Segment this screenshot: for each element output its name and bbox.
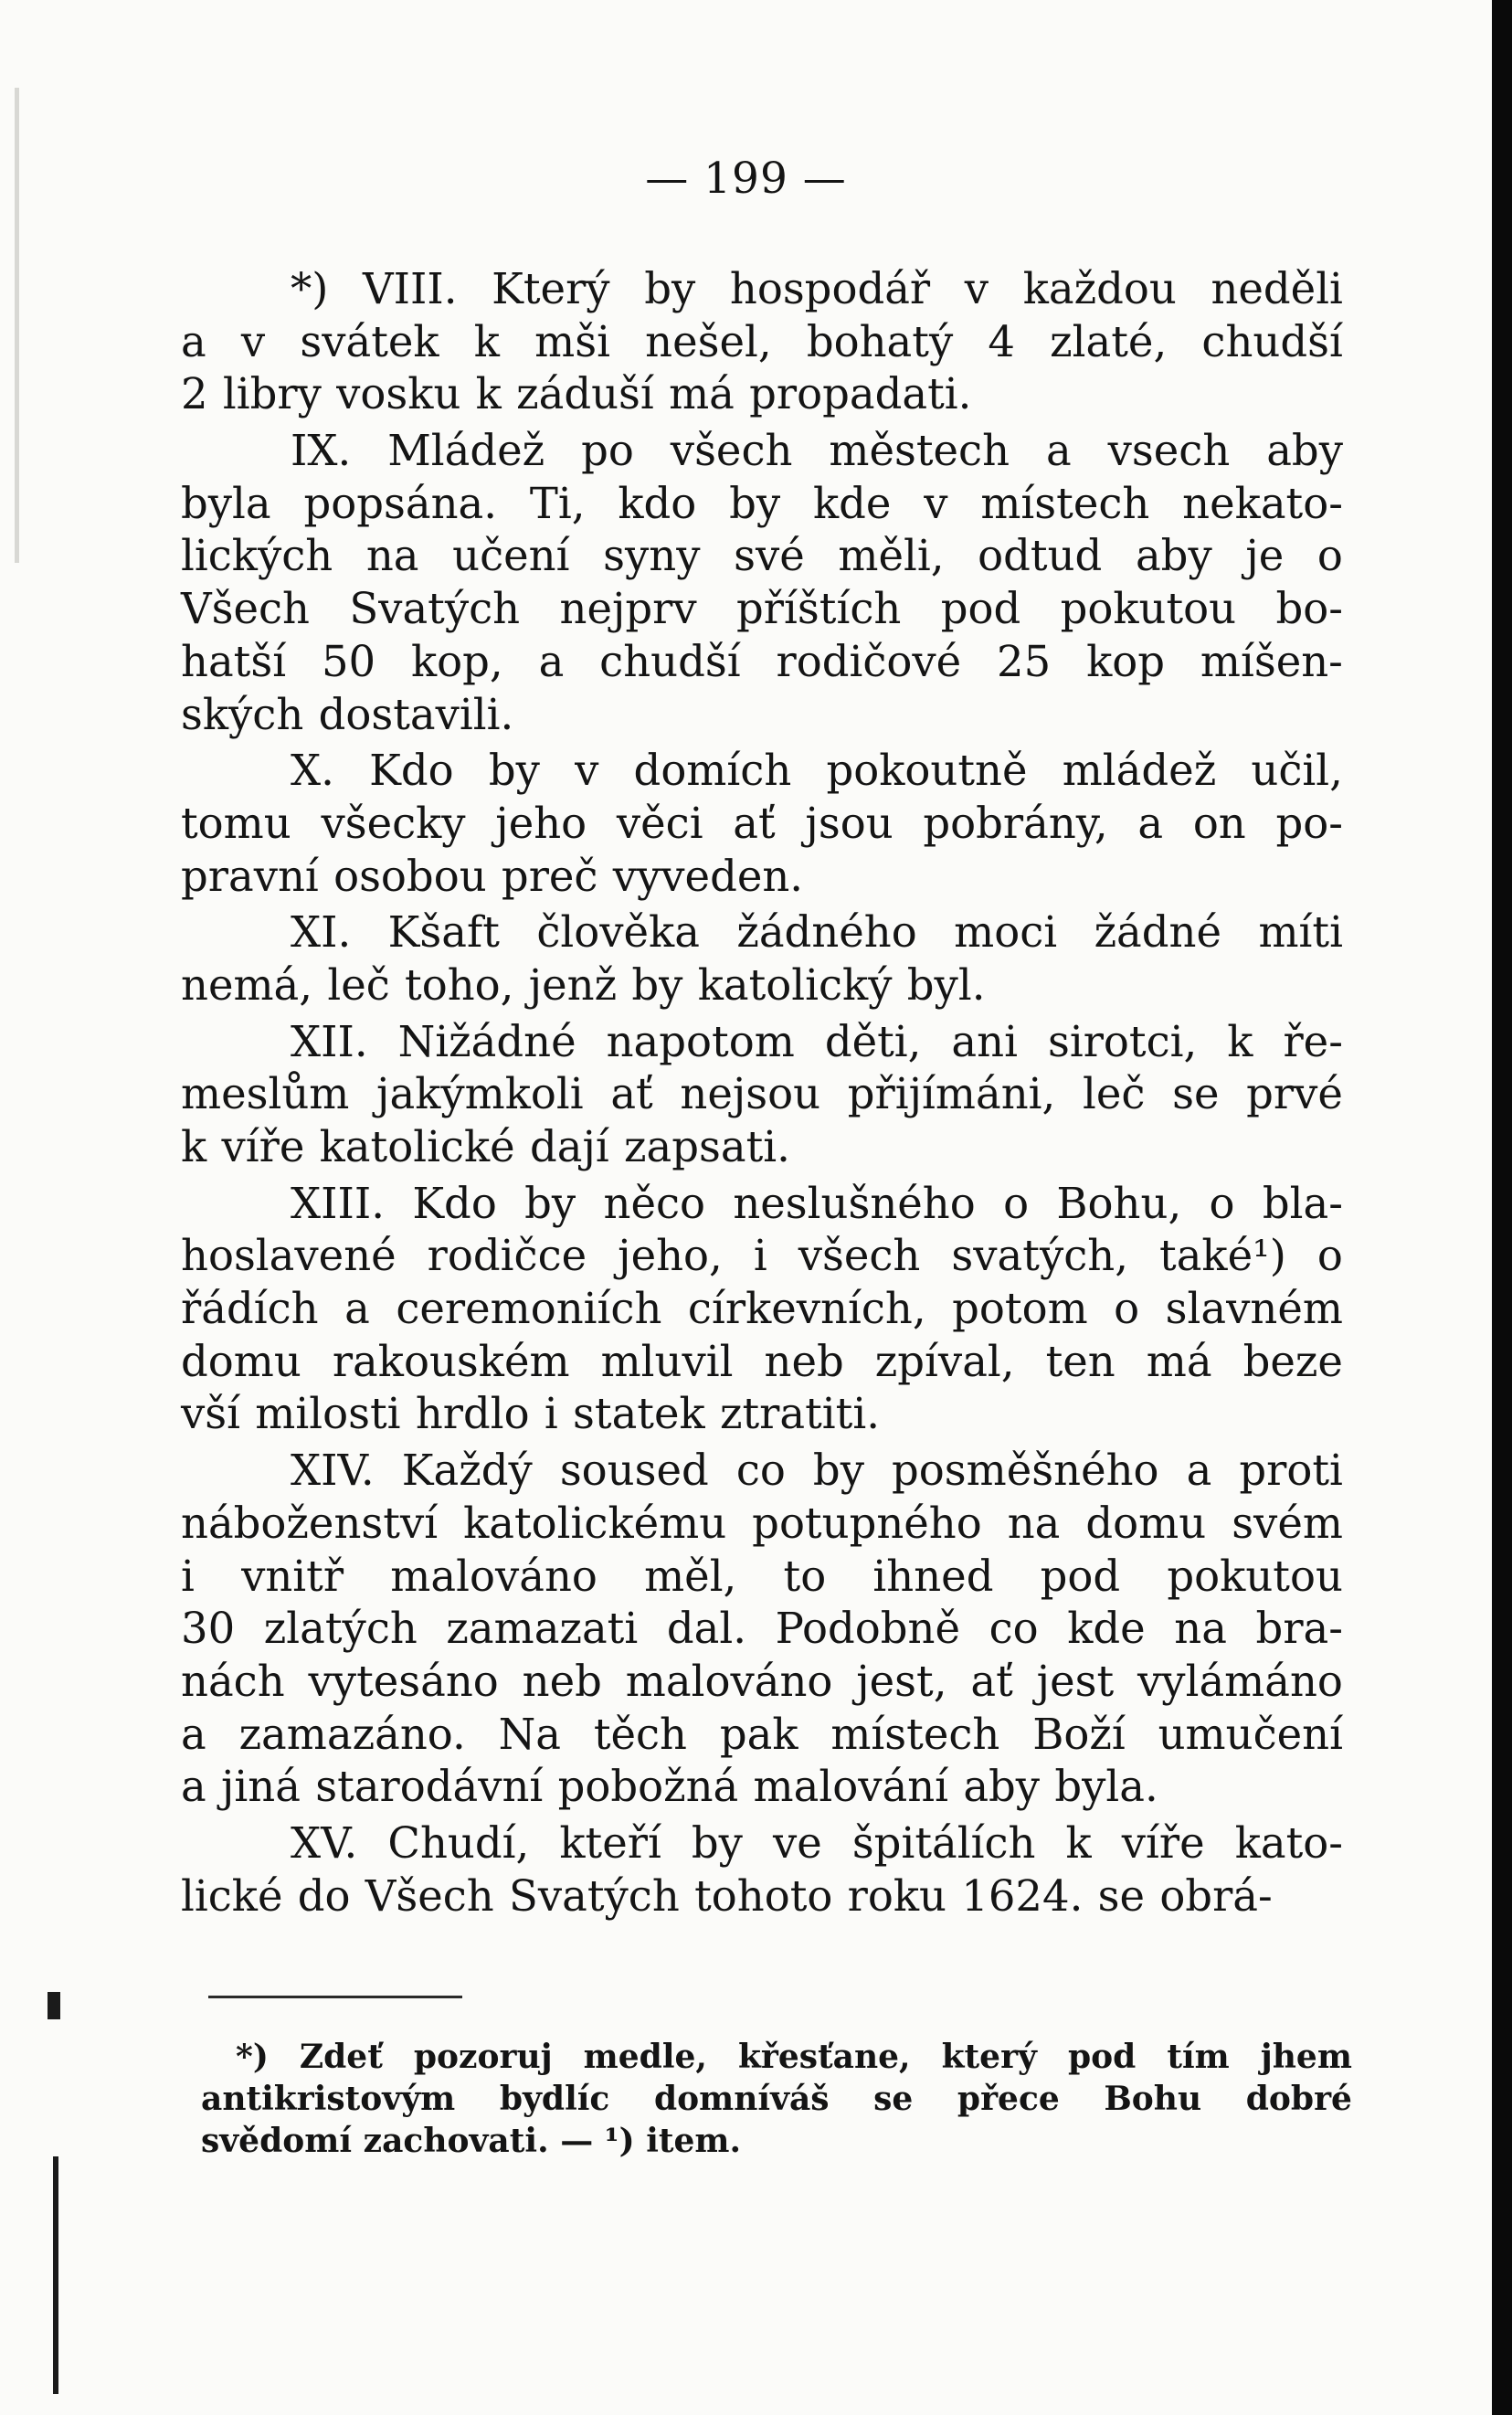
footnotes — [201, 2036, 1352, 2162]
scan-edge-mark — [48, 1992, 60, 2019]
text-line: Všech Svatých nejprv příštích pod pokutou bo- — [181, 584, 1343, 634]
text-line: nách vytesáno neb malováno jest, ať jest vylámáno — [181, 1656, 1343, 1706]
text-line: XI. Kšaft člověka žádného moci žádné míti — [291, 907, 1343, 958]
footnote-rule — [208, 1996, 462, 1998]
text-line: a v svátek k mši nešel, bohatý 4 zlaté, chudší — [181, 316, 1343, 366]
text-line: náboženství katolickému potupného na domu svém — [181, 1498, 1343, 1548]
text-line: XIV. Každý soused co by posměšného a proti — [291, 1446, 1343, 1496]
text-line: XV. Chudí, kteří by ve špitálích k víře kato- — [291, 1817, 1343, 1868]
text-line: meslům jakýmkoli ať nejsou přijímáni, leč se prvé — [181, 1069, 1343, 1119]
text-line: nemá, leč toho, jenž by katolický byl. — [181, 959, 986, 1010]
text-line: *) VIII. Který by hospodář v každou neděli — [291, 264, 1343, 313]
text-line: tomu všecky jeho věci ať jsou pobrány, a on po- — [181, 798, 1343, 848]
text-line: řádích a ceremoniích církevních, potom o slavném — [181, 1284, 1343, 1334]
text-line: 30 zlatých zamazati dal. Podobně co kde na bra- — [181, 1604, 1343, 1654]
body-text — [181, 263, 1343, 1922]
scan-edge-mark — [53, 2156, 58, 2394]
text-line: k víře katolické dají zapsati. — [181, 1122, 790, 1171]
text-line: lických na učení syny své měli, odtud aby je o — [181, 531, 1343, 581]
footnote-line: *) Zdeť pozoruj medle, křesťane, který pod tím jhem — [236, 2038, 1352, 2076]
text-line: XII. Nižádné napotom děti, ani sirotci, k ře- — [291, 1016, 1343, 1066]
text-line: X. Kdo by v domích pokoutně mládež učil, — [291, 746, 1343, 796]
text-line: ských dostavili. — [181, 689, 514, 739]
text-line: IX. Mládež po všech městech a vsech aby — [291, 426, 1343, 476]
text-line: 2 libry vosku k záduší má propadati. — [181, 369, 972, 419]
text-line: hoslavené rodičce jeho, i všech svatých, také¹) o — [181, 1231, 1343, 1281]
text-line: pravní osobou preč vyveden. — [181, 851, 804, 901]
footnote-line: antikristovým bydlíc domníváš se přece Bohu dobré — [201, 2080, 1352, 2118]
page-number: — 199 — — [645, 154, 847, 204]
text-line: XIII. Kdo by něco neslušného o Bohu, o bla- — [291, 1178, 1343, 1228]
text-line: i vnitř malováno měl, to ihned pod pokutou — [181, 1551, 1343, 1601]
text-line: lické do Všech Svatých tohoto roku 1624. se obrá- — [181, 1870, 1273, 1921]
text-line: byla popsána. Ti, kdo by kde v místech nekato- — [181, 478, 1343, 528]
footnote-line: svědomí zachovati. — ¹) item. — [201, 2122, 742, 2160]
text-line: a zamazáno. Na těch pak místech Boží umučení — [181, 1709, 1343, 1759]
text-line: a jiná starodávní pobožná malování aby byla. — [181, 1762, 1158, 1812]
text-line: hatší 50 kop, a chudší rodičové 25 kop míšen- — [181, 636, 1343, 686]
text-line: vší milosti hrdlo i statek ztratiti. — [181, 1389, 880, 1439]
text-line: domu rakouském mluvil neb zpíval, ten má beze — [181, 1336, 1343, 1386]
